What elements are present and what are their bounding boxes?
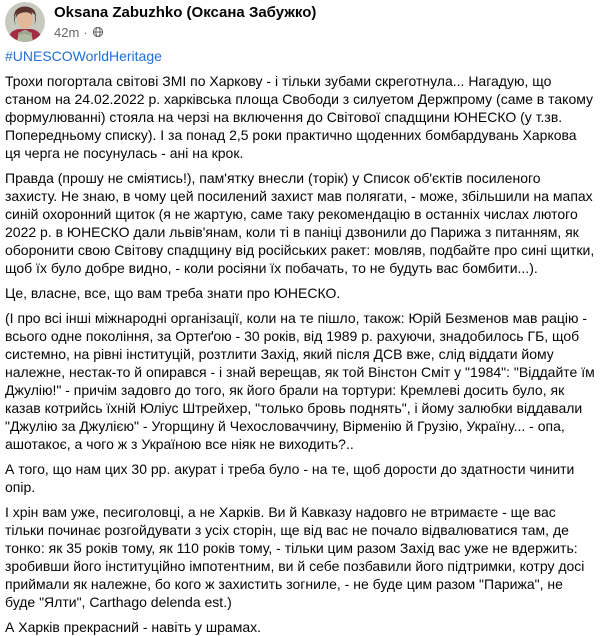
hashtag-link[interactable]: #UNESCOWorldHeritage — [5, 48, 162, 64]
avatar-image — [5, 2, 45, 42]
post-meta — [54, 25, 316, 40]
post-paragraph: (І про всі інші міжнародні організації, коли на те пішло, також: Юрій Безменов мав рацію - всього одне покоління, за Ортеґою - 30 років, від 1989 р. рахуючи, знадобилось ГБ, щоб системно, на рівні інституцій, розтлити Захід, який після ДСВ вже, слід віддати йому належне, нестак-то й опирався - і знай верещав, як той Вінстон Сміт у "1984": "Віддайте їм Джулію!" - причім задовго до того, як його брали на тортури: Кремлеві досить було, як казав котрийсь їхній Юліус Штрейхер, "только бровь поднять", і йому залюбки віддавали "Джулію за Джулією" - Угорщину й Чехословаччину, Вірменію й Грузію, Україну... - опа, ашотакоє, а чого ж з Україною все ніяк не виходить?.. — [5, 310, 595, 452]
post-paragraph: Трохи погортала світові ЗМІ по Харкову - і тільки зубами скреготнула... Нагадую, що станом на 24.02.2022 р. харківська площа Свободи з силуетом Держпрому (саме в такому формулюванні) стояла на черзі на включення до Світової спадщини ЮНЕСКО (у т.зв. Попередньому списку). І за понад 2,5 роки практично щоденних бомбардувань Харкова ця черга не посунулась - ані на крок. — [5, 73, 594, 161]
post-content — [5, 47, 595, 636]
post-header-text — [54, 2, 316, 40]
post-paragraph: Правда (прошу не сміятись!), пам'ятку внесли (торік) у Список об'єктів посиленого захисту. Не знаю, в чому цей посилений захист мав полягати, - може, збільшили на мапах синій охоронний щиток (я не жартую, саме таку рекомендацію в останніх числах лютого 2022 р. в ЮНЕСКО дали львів'янам, коли ті в паніці дзвонили до Парижа з питанням, як оборонити свою Світову спадщину від російських ракет: мовляв, подбайте про сині щитки, щоб їх було добре видно, - коли росіяни їх побачать, то не будуть вас бомбити...). — [5, 170, 595, 276]
post-header — [5, 2, 595, 42]
meta-separator: · — [83, 24, 88, 40]
post-paragraph: Це, власне, все, що вам треба знати про ЮНЕСКО. — [5, 285, 341, 301]
hashtag-line — [5, 47, 595, 65]
post-paragraph: А того, що нам цих 30 рр. акурат і треба було - на те, щоб дорости до здатности чинити опір. — [5, 461, 575, 495]
timestamp[interactable]: 42m — [54, 24, 80, 40]
post-paragraph: І хрін вам уже, песиголовці, а не Харків. Ви й Кавказу надовго не втримаєте - ще вас тільки починає розгойдувати з усіх сторін, ще від вас не почало відвалюватися там, де тонко: як 35 років тому, як 110 років тому, - тільки цим разом Захід вас уже не вдержить: зробивши його інституційно імпотентним, ви й себе позбавили його підтримки, котру досі приймали як належне, бо кого ж захистить зогниле, - не буде цим разом "Парижа", не буде "Ялти", Carthago delenda est.) — [5, 504, 585, 610]
author-name[interactable]: Oksana Zabuzhko (Оксана Забужко) — [54, 4, 317, 21]
post-paragraph: А Харків прекрасний - навіть у шрамах. — [5, 619, 262, 635]
globe-icon — [92, 26, 104, 38]
avatar[interactable] — [5, 2, 45, 42]
